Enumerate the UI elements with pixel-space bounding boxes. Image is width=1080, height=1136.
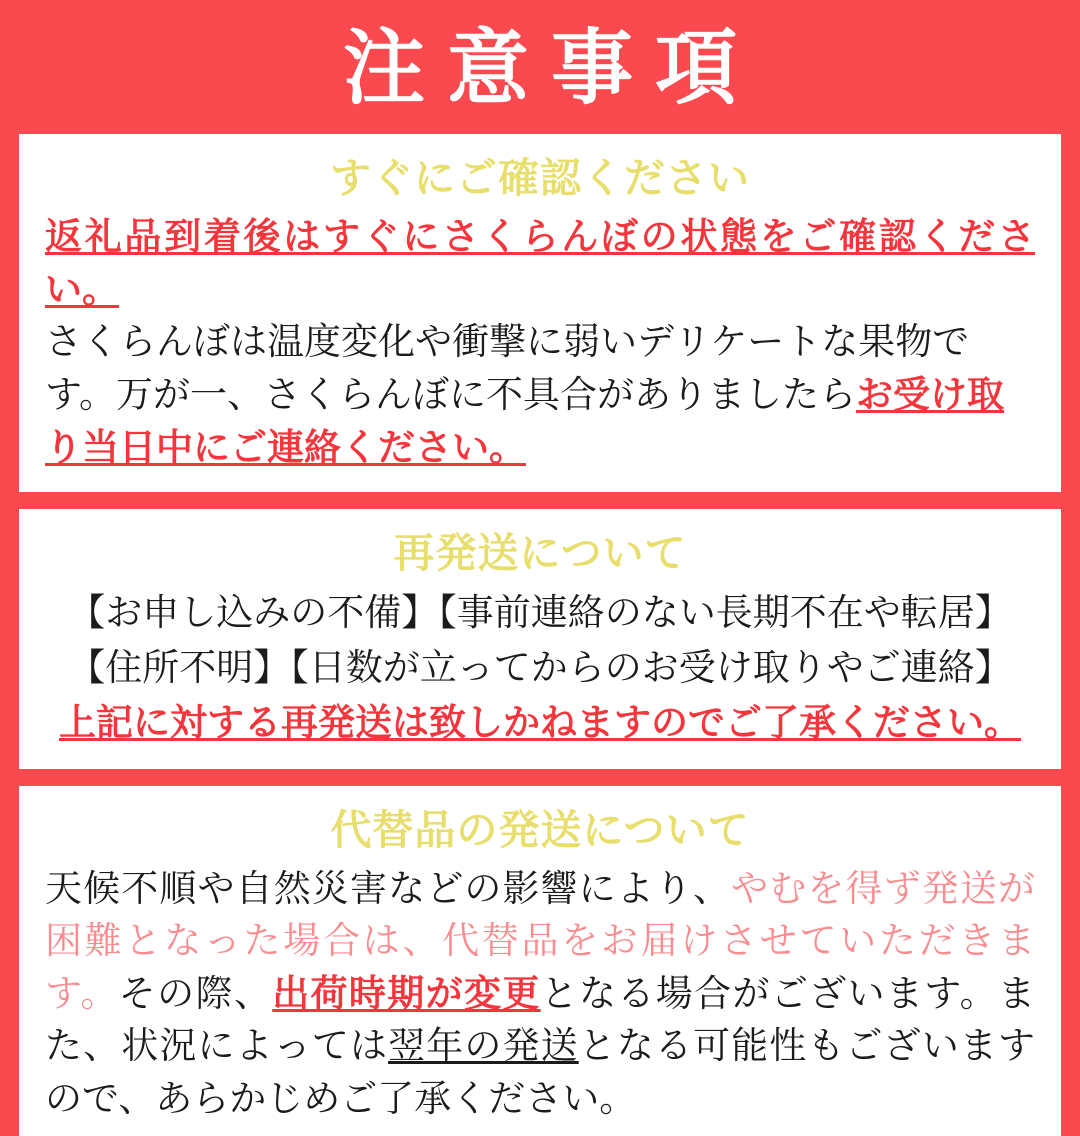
section-line: となる可能性もございますので、あらかじめご了承ください。 [45,1025,1036,1120]
section-line: 【住所不明】【日数が立ってからのお受け取りやご連絡】 [68,647,1012,689]
section-body [45,863,1035,1126]
section-line: 天候不順や自然災害などの影響により、 [45,867,732,909]
section-card-reshipment [19,509,1061,769]
section-body [45,586,1035,750]
section-title: 再発送について [393,530,687,577]
section-title: 代替品の発送について [330,806,750,853]
section-line-emphasis: り当日中にご連絡ください。 [45,426,526,468]
section-line: さくらんぼは温度変化や衝撃に弱いデリケートな果物で [45,321,970,363]
section-line-emphasis: お受け取 [856,373,1005,415]
section-line: 【お申し込みの不備】【事前連絡のない長期不在や転居】 [68,592,1012,634]
section-card-substitute-shipment [19,786,1061,1136]
section-line-underline: 翌年の発送 [388,1025,579,1067]
section-line-emphasis: 出荷時期が変更 [272,972,541,1014]
section-line: す。万が一、さくらんぼに不具合がありましたら [45,373,857,415]
section-line-emphasis: 返礼品到着後はすぐにさくらんぼの状態をご確認ください。 [45,216,1035,310]
section-title: すぐにご確認ください [330,155,750,202]
section-card-immediate-check [19,134,1061,492]
section-line-emphasis: 上記に対する再発送は致しかねますのでご了承ください。 [59,701,1021,743]
section-line-muted: やむを得ず発送が困難となった場合は、代替品をお届けさせていただきます。 [45,867,1036,1014]
section-line: その際、 [118,972,273,1014]
page-title: 注意事項 [342,23,759,114]
section-body [45,211,1035,474]
section-line: となる場合がございます。また、状況によっては [45,972,1036,1067]
